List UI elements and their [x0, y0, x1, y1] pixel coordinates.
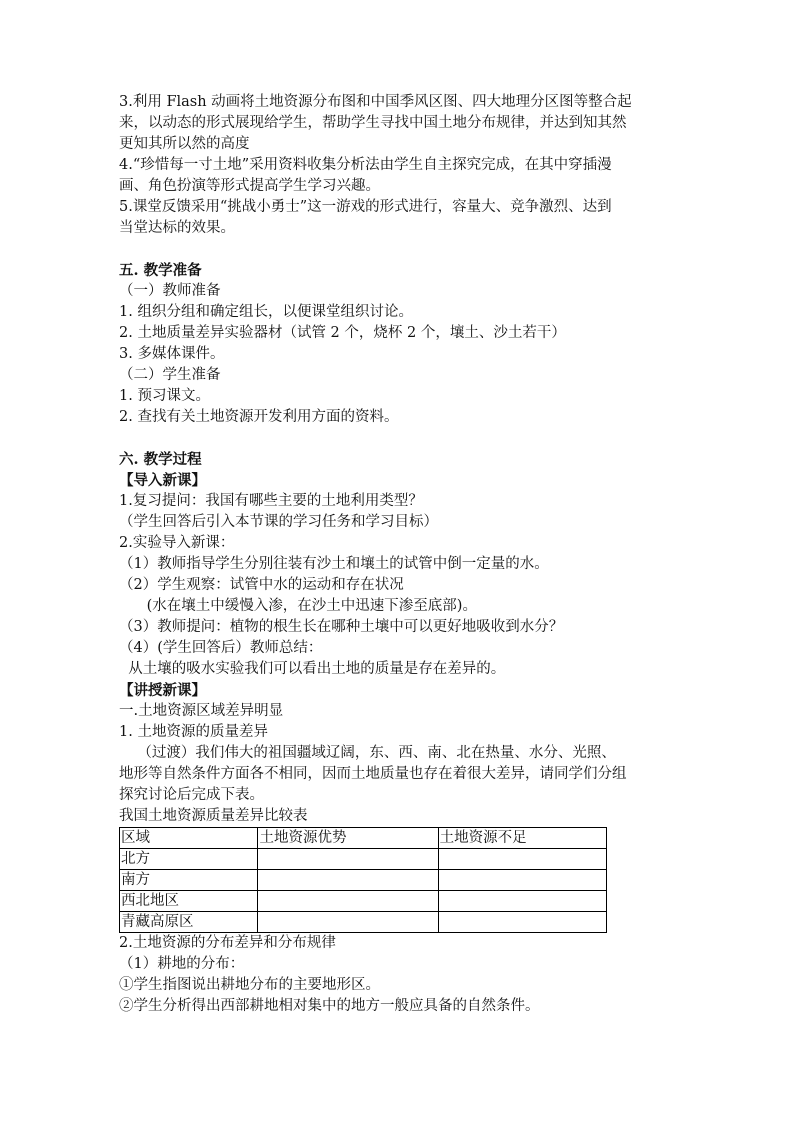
para-line: （1）耕地的分布： [119, 956, 245, 972]
para-line: 1. 预习课文。 [119, 388, 210, 404]
table-row [120, 849, 607, 870]
para-line: （1）教师指导学生分别往装有沙土和壤土的试管中倒一定量的水。 [119, 556, 549, 572]
para-line: 5.课堂反馈采用“挑战小勇士”这一游戏的形式进行，容量大、竞争激烈、达到 [119, 199, 612, 215]
para-line: 1. 组织分组和确定组长，以便课堂组织讨论。 [119, 304, 413, 320]
para-line: 一.土地资源区域差异明显 [119, 703, 284, 719]
table-row [120, 891, 607, 912]
table-row [120, 870, 607, 891]
subsection-heading: 【讲授新课】 [119, 682, 206, 699]
table-cell: 南方 [120, 870, 258, 891]
para-line: 4.“珍惜每一寸土地”采用资料收集分析法由学生自主探究完成，在其中穿插漫 [119, 157, 612, 173]
section-heading: 五. 教学准备 [119, 262, 202, 279]
table-cell [258, 870, 438, 891]
table-header-cell: 土地资源不足 [438, 828, 606, 849]
para-line: 3. 多媒体课件。 [119, 346, 225, 362]
para-line: 2.土地资源的分布差异和分布规律 [119, 935, 336, 951]
table-cell [438, 849, 606, 870]
document-page [119, 92, 679, 1017]
para-line: 2. 查找有关土地资源开发利用方面的资料。 [119, 409, 399, 425]
table-title: 我国土地资源质量差异比较表 [119, 808, 308, 824]
para-line: (水在壤土中缓慢入渗，在沙土中迅速下渗至底部)。 [119, 598, 477, 614]
para-line: ①学生指图说出耕地分布的主要地形区。 [119, 977, 380, 993]
para-line: （过渡）我们伟大的祖国疆域辽阔，东、西、南、北在热量、水分、光照、 [119, 745, 616, 761]
table-header-cell: 区域 [120, 828, 258, 849]
para-line: 来，以动态的形式展现给学生，帮助学生寻找中国土地分布规律，并达到知其然 [119, 115, 627, 131]
para-line: 从土壤的吸水实验我们可以看出土地的质量是存在差异的。 [119, 661, 506, 677]
para-line: 2. 土地质量差异实验器材（试管 2 个，烧杯 2 个，壤土、沙土若干） [119, 325, 566, 341]
para-line: 当堂达标的效果。 [119, 220, 235, 236]
para-line: （一）教师准备 [119, 283, 221, 299]
table-cell [258, 849, 438, 870]
para-line: 1. 土地资源的质量差异 [119, 724, 268, 740]
para-line: （2）学生观察：试管中水的运动和存在状况 [119, 577, 404, 593]
table-cell [438, 891, 606, 912]
table-cell: 西北地区 [120, 891, 258, 912]
para-line: 画、角色扮演等形式提高学生学习兴趣。 [119, 178, 380, 194]
para-line: 探究讨论后完成下表。 [119, 787, 264, 803]
para-line: （学生回答后引入本节课的学习任务和学习目标） [119, 514, 438, 530]
para-line: 地形等自然条件方面各不相同，因而土地质量也存在着很大差异，请同学们分组 [119, 766, 627, 782]
table-cell [258, 912, 438, 933]
para-line: 2.实验导入新课： [119, 535, 235, 551]
para-line: （二）学生准备 [119, 367, 221, 383]
table-cell [438, 870, 606, 891]
table-header-row [120, 828, 607, 849]
table-cell [438, 912, 606, 933]
table-cell [258, 891, 438, 912]
para-line: （3）教师提问：植物的根生长在哪种土壤中可以更好地吸收到水分？ [119, 619, 564, 635]
para-line: （4）(学生回答后）教师总结： [119, 640, 323, 656]
para-line: 更知其所以然的高度 [119, 136, 250, 152]
table-row [120, 912, 607, 933]
para-line: 3.利用 Flash 动画将土地资源分布图和中国季风区图、四大地理分区图等整合起 [119, 94, 632, 110]
comparison-table [119, 827, 607, 933]
table-cell: 青藏高原区 [120, 912, 258, 933]
table-header-cell: 土地资源优势 [258, 828, 438, 849]
table-cell: 北方 [120, 849, 258, 870]
para-line: ②学生分析得出西部耕地相对集中的地方一般应具备的自然条件。 [119, 998, 540, 1014]
section-heading: 六. 教学过程 [119, 451, 202, 468]
para-line: 1.复习提问：我国有哪些主要的土地利用类型？ [119, 493, 423, 509]
subsection-heading: 【导入新课】 [119, 472, 206, 489]
